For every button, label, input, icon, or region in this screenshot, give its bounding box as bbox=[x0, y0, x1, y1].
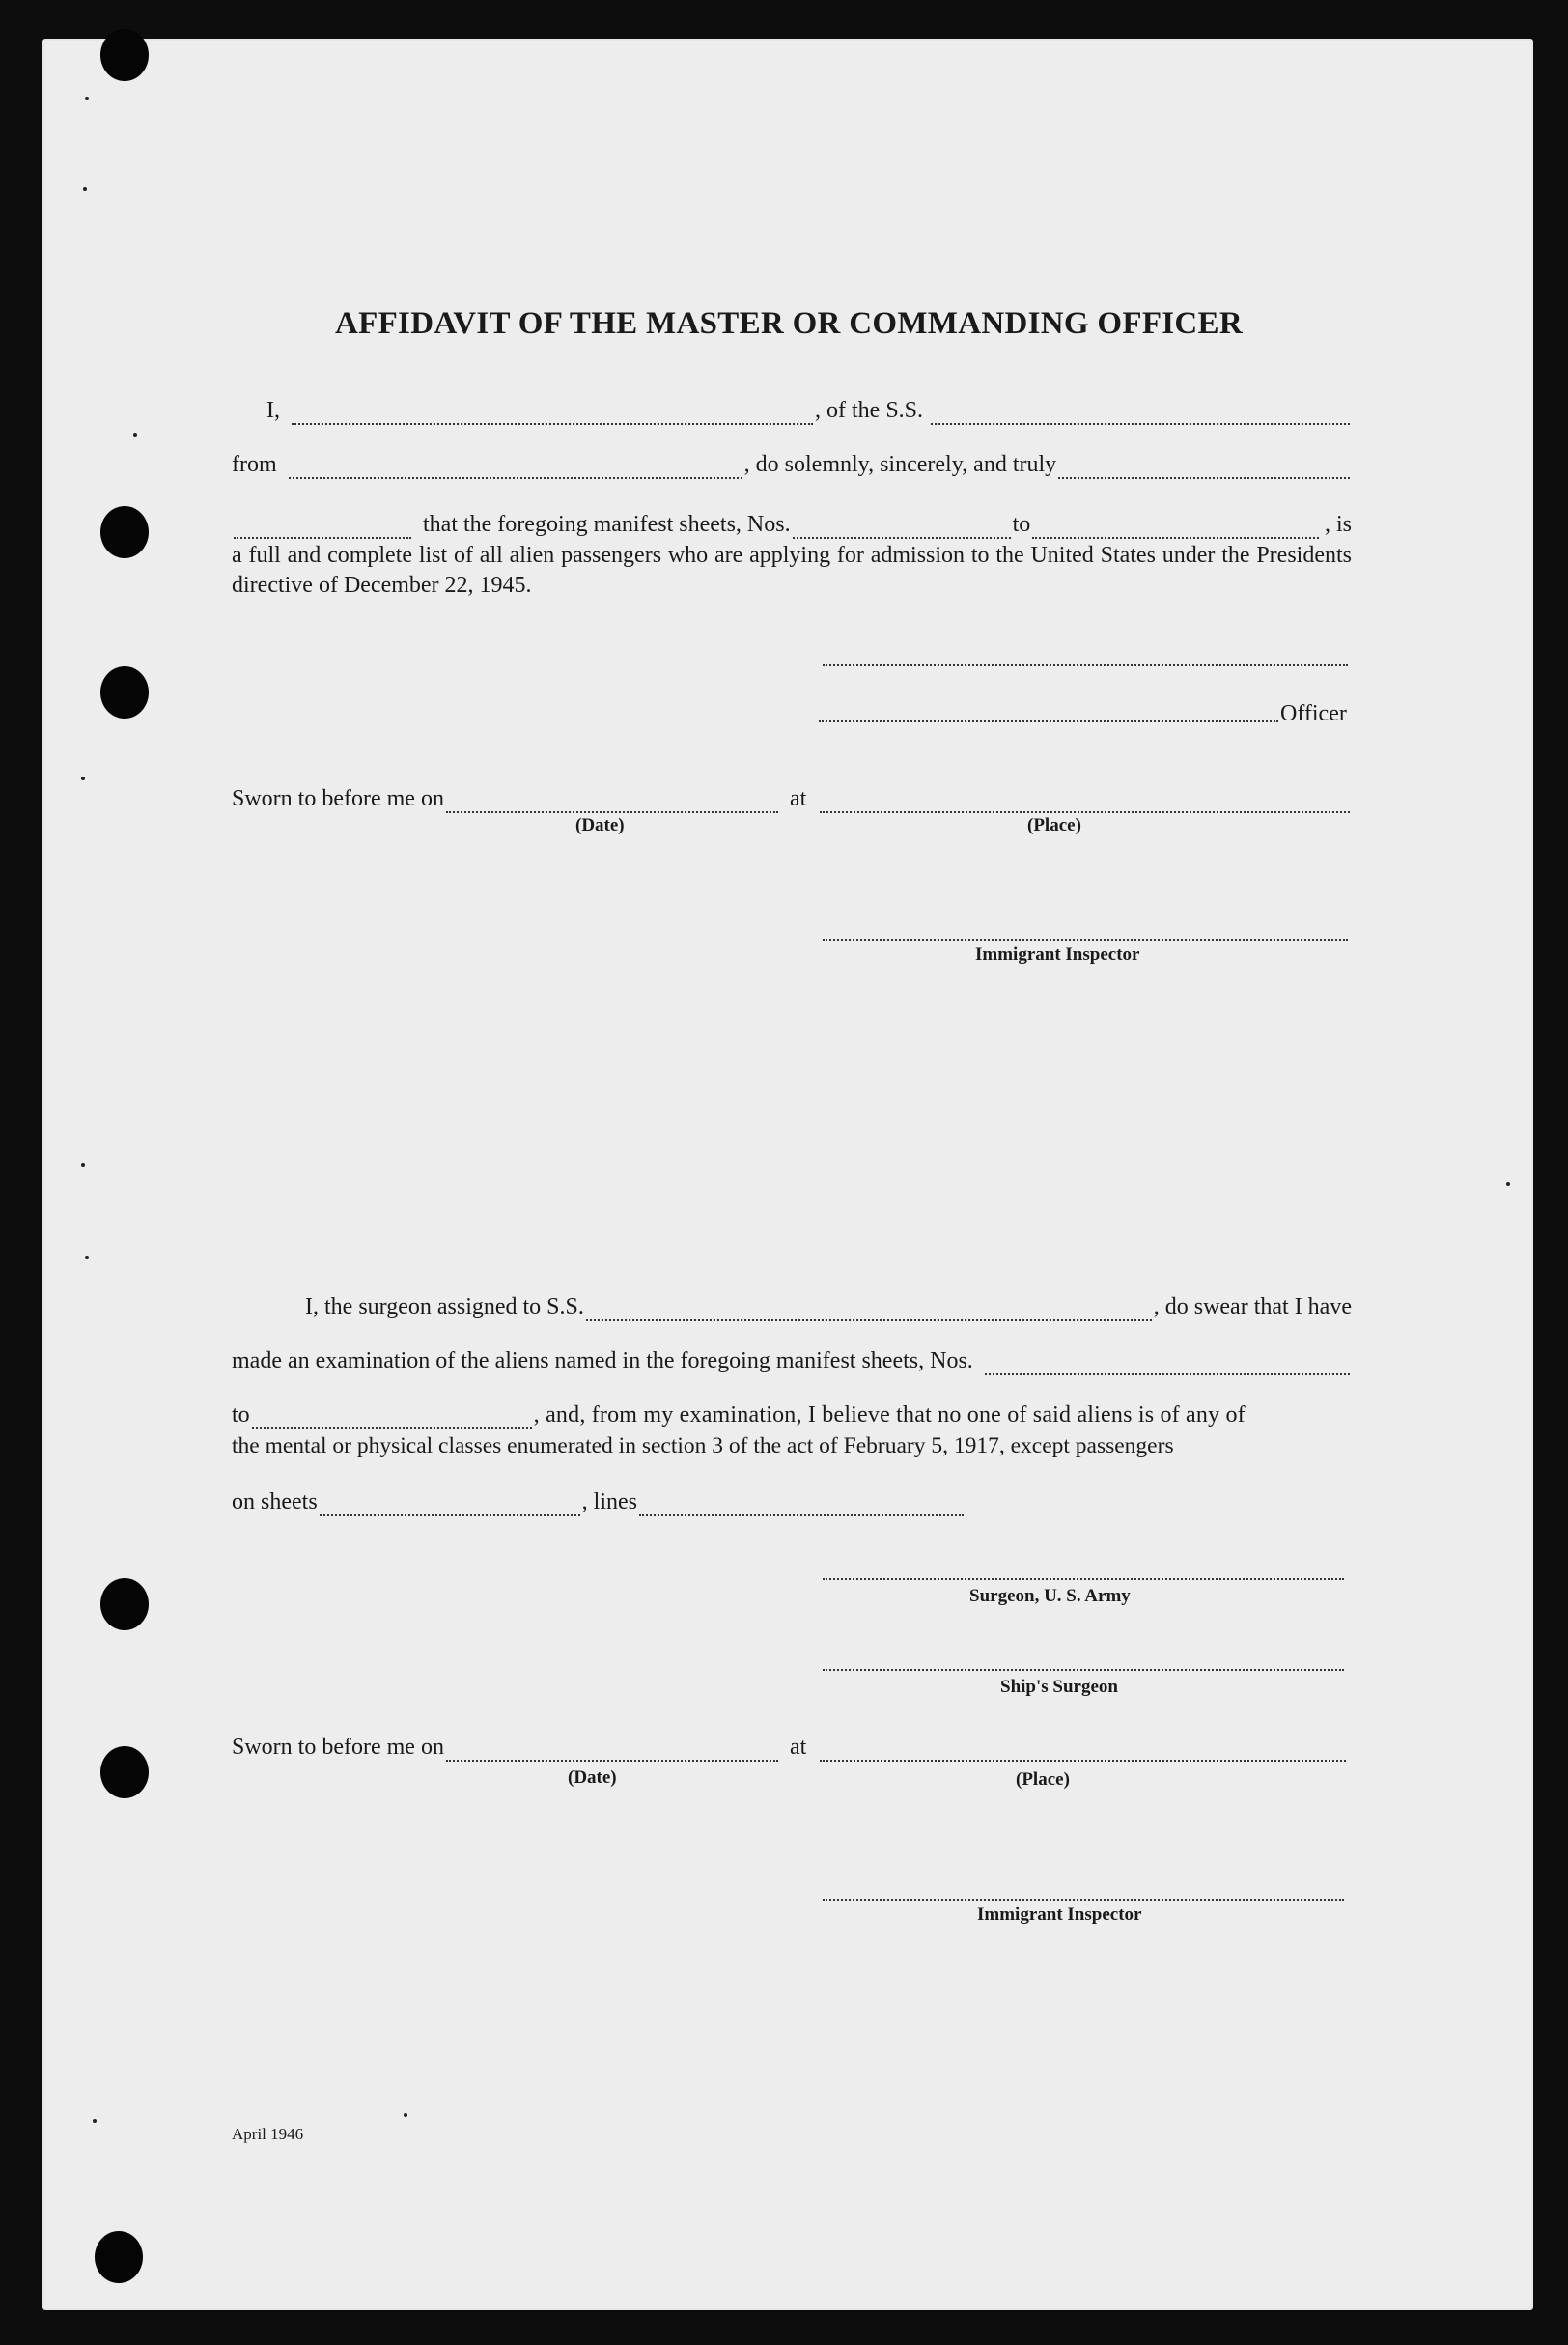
sworn-label: Sworn to before me on bbox=[232, 786, 444, 811]
surgeon-to-label: to bbox=[232, 1402, 250, 1427]
from-port-field[interactable] bbox=[289, 458, 742, 479]
at-label: at bbox=[789, 786, 807, 811]
officer-caption: Officer bbox=[1280, 701, 1347, 726]
surgeon-at-label: at bbox=[789, 1735, 807, 1760]
solemnly-label: , do solemnly, sincerely, and truly bbox=[743, 452, 1057, 477]
exam-label: made an examination of the aliens named in the foregoing manifest sheets, Nos. bbox=[232, 1348, 973, 1373]
punch-hole bbox=[95, 2231, 143, 2283]
speck bbox=[404, 2113, 407, 2117]
master-signature-line[interactable] bbox=[823, 664, 1348, 666]
surgeon-inspector-caption: Immigrant Inspector bbox=[977, 1905, 1142, 1925]
surgeon-sworn-place-field[interactable] bbox=[820, 1740, 1346, 1762]
master-line-1 bbox=[266, 396, 1352, 425]
place-caption: (Place) bbox=[1027, 815, 1081, 835]
sworn-date-field[interactable] bbox=[446, 792, 778, 813]
surgeon-line-2 bbox=[232, 1346, 1352, 1375]
lines-label: , lines bbox=[581, 1489, 637, 1514]
except-sheets-field[interactable] bbox=[320, 1495, 580, 1516]
is-label: , is bbox=[1324, 512, 1352, 537]
surgeon-sheets-to-field[interactable] bbox=[252, 1408, 532, 1429]
surgeon-inspector-signature-line[interactable] bbox=[823, 1899, 1344, 1901]
surgeon-sworn-label: Sworn to before me on bbox=[232, 1735, 444, 1760]
surgeon-place-caption: (Place) bbox=[1016, 1769, 1070, 1790]
speck bbox=[83, 187, 87, 191]
inspector-caption: Immigrant Inspector bbox=[975, 945, 1140, 965]
speck bbox=[81, 1163, 85, 1167]
form-page bbox=[42, 39, 1533, 2310]
punch-hole bbox=[100, 506, 149, 558]
speck bbox=[85, 97, 89, 100]
speck bbox=[93, 2119, 97, 2123]
to-label: to bbox=[1012, 512, 1031, 537]
army-surgeon-signature-line[interactable] bbox=[823, 1578, 1344, 1580]
oath-word-field[interactable] bbox=[1058, 458, 1350, 479]
master-ship-field[interactable] bbox=[931, 404, 1350, 425]
surgeon-sworn-date-field[interactable] bbox=[446, 1740, 778, 1762]
oath-word-field-cont[interactable] bbox=[234, 518, 411, 539]
i-label: I, bbox=[266, 398, 280, 423]
punch-hole bbox=[100, 1746, 149, 1798]
except-lines-field[interactable] bbox=[639, 1495, 964, 1516]
sheets-from-field[interactable] bbox=[793, 518, 1011, 539]
sheets-to-field[interactable] bbox=[1032, 518, 1319, 539]
form-revision-date: April 1946 bbox=[232, 2125, 304, 2143]
inspector-signature-line[interactable] bbox=[823, 939, 1348, 941]
surgeon-line-4: the mental or physical classes enumerated in section 3 of the act of February 5, 1917, except passengers bbox=[232, 1433, 1174, 1458]
surgeon-line-1 bbox=[305, 1292, 1352, 1321]
sworn-place-field[interactable] bbox=[820, 792, 1350, 813]
master-line-3 bbox=[232, 510, 1352, 539]
surgeon-ship-field[interactable] bbox=[586, 1300, 1152, 1321]
surgeon-intro-label: I, the surgeon assigned to S.S. bbox=[305, 1294, 584, 1319]
ship-surgeon-caption: Ship's Surgeon bbox=[1000, 1677, 1118, 1697]
from-label: from bbox=[232, 452, 277, 477]
officer-signature-line[interactable] bbox=[819, 720, 1278, 722]
army-surgeon-caption: Surgeon, U. S. Army bbox=[969, 1586, 1131, 1606]
swear-label: , do swear that I have bbox=[1153, 1294, 1352, 1319]
finding-label: , and, from my examination, I believe that no one of said aliens is of any of bbox=[533, 1402, 1246, 1427]
speck bbox=[81, 777, 85, 780]
speck bbox=[1506, 1182, 1510, 1186]
master-statement: a full and complete list of all alien passengers who are applying for admission to the United States under the Presidents directive of December 22, 1945. bbox=[232, 543, 1352, 598]
ship-surgeon-signature-line[interactable] bbox=[823, 1669, 1344, 1671]
surgeon-date-caption: (Date) bbox=[568, 1767, 617, 1788]
master-sworn-line bbox=[232, 784, 1352, 813]
surgeon-sheets-from-field[interactable] bbox=[985, 1354, 1350, 1375]
speck bbox=[133, 433, 137, 437]
surgeon-line-3 bbox=[232, 1400, 1352, 1429]
speck bbox=[85, 1256, 89, 1259]
master-name-field[interactable] bbox=[292, 404, 813, 425]
surgeon-sworn-line bbox=[232, 1733, 1348, 1762]
surgeon-line-5 bbox=[232, 1487, 966, 1516]
master-line-2 bbox=[232, 450, 1352, 479]
punch-hole bbox=[100, 666, 149, 719]
form-title: AFFIDAVIT OF THE MASTER OR COMMANDING OFFICER bbox=[335, 306, 1243, 341]
manifest-label: that the foregoing manifest sheets, Nos. bbox=[423, 512, 791, 537]
sheets-label: on sheets bbox=[232, 1489, 318, 1514]
punch-hole bbox=[100, 29, 149, 81]
punch-hole bbox=[100, 1578, 149, 1630]
of-ss-label: , of the S.S. bbox=[815, 398, 924, 423]
date-caption: (Date) bbox=[575, 815, 625, 835]
